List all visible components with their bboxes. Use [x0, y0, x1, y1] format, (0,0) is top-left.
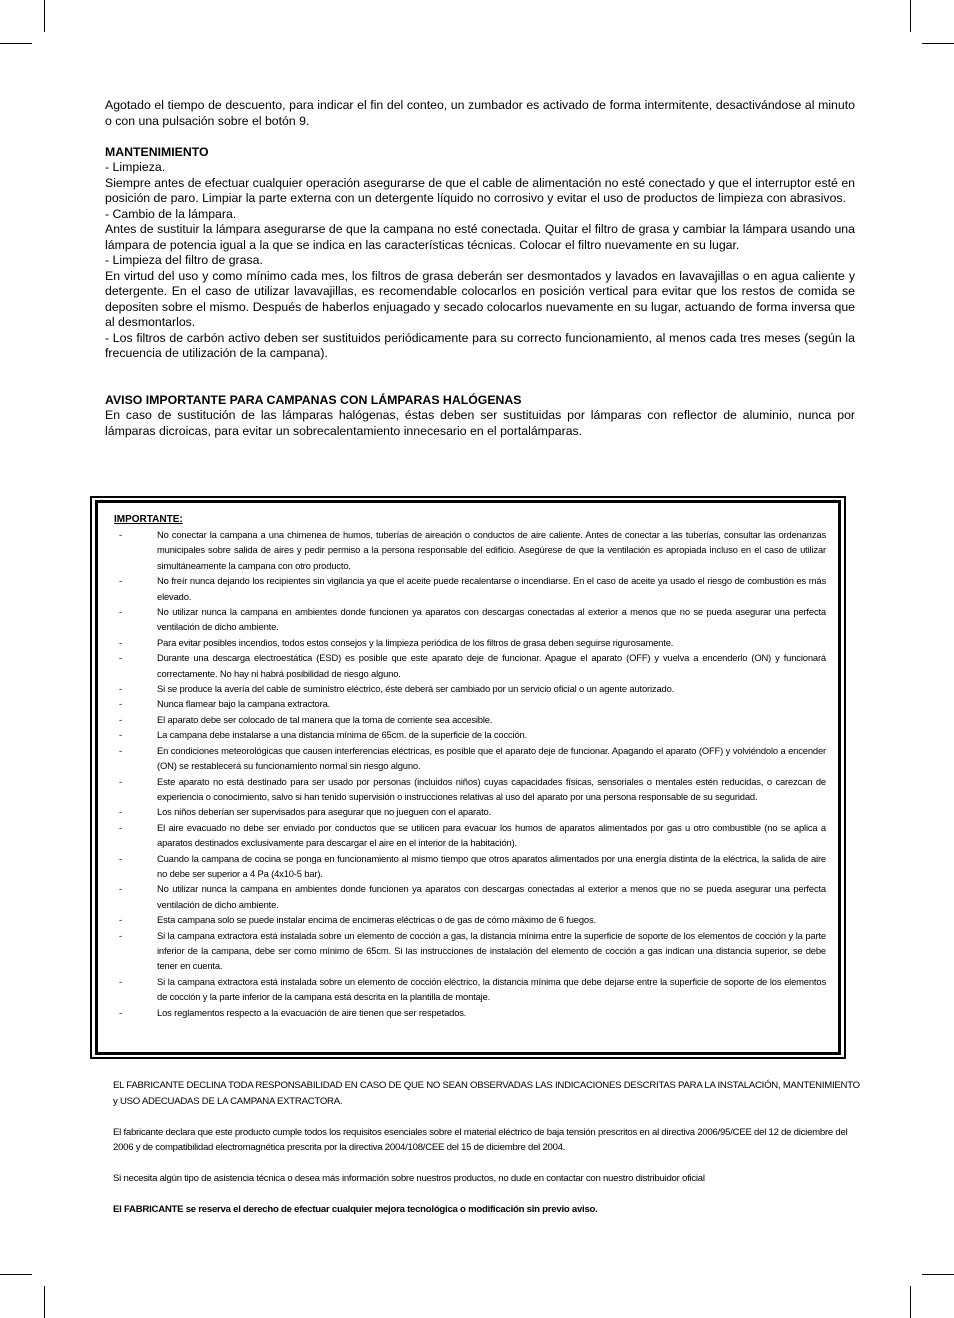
bullet-dash: -: [119, 729, 122, 741]
declara-paragraph: El fabricante declara que este producto cumple todos los requisitos esenciales sobre el material eléctrico de baja tensión prescritos en al directiva 2006/95/CEE del 12 de diciembre del 2006 y de compatibilidad electromagnética prescrita por la directiva 2004/108/CEE del 15 de diciembre del 2004.: [113, 1126, 848, 1153]
crop-mark: [0, 43, 32, 44]
importante-item-text: Durante una descarga electroestática (ESD) es posible que este aparato deje de funcionar. Apague el aparato (OFF) y vuelva a encenderlo (ON) y funcionará correctamente. No hay ni habrá posibilidad de riesgo alguno.: [157, 652, 826, 679]
importante-item: [114, 635, 826, 650]
importante-item: [114, 974, 826, 1005]
crop-mark: [922, 1274, 954, 1275]
bullet-dash: -: [119, 775, 122, 787]
importante-item-text: Los reglamentos respecto a la evacuación de aire tienen que ser respetados.: [157, 1006, 467, 1018]
bullet-dash: -: [119, 636, 122, 648]
importante-item-text: Este aparato no está destinado para ser usado por personas (incluidos niños) cuyas capacidades físicas, sensoriales o mentales estén reducidas, o carezcan de experiencia o conocimiento, salvo si han tenido supervisión o instrucciones relativas al uso del aparato por una persona responsable de su seguridad.: [157, 775, 826, 802]
importante-item: [114, 712, 826, 727]
asistencia-paragraph: Si necesita algún tipo de asistencia técnica o desea más información sobre nuestros productos, no dude en contactar con nuestro distribuidor oficial: [113, 1173, 705, 1184]
bullet-dash: -: [119, 821, 122, 833]
crop-mark: [910, 0, 911, 32]
importante-item-text: No utilizar nunca la campana en ambientes donde funcionen ya aparatos con descargas conectadas al exterior a menos que no se pueda asegurar una perfecta ventilación de dicho ambiente.: [157, 883, 826, 910]
crop-mark: [44, 0, 45, 32]
aviso-paragraph: En caso de sustitución de las lámparas halógenas, éstas deben ser sustituidas por lámparas con reflector de aluminio, nunca por lámparas dicroicas, para evitar un sobrecalentamiento innecesario en el portalámparas.: [105, 408, 855, 438]
importante-item: [114, 1005, 826, 1020]
importante-item: [114, 928, 826, 974]
bullet-dash: -: [119, 975, 122, 987]
importante-list: [114, 527, 826, 1020]
importante-item: [114, 696, 826, 711]
intro-paragraph: Agotado el tiempo de descuento, para indicar el fin del conteo, un zumbador es activado de forma intermitente, desactivándose al minuto o con una pulsación sobre el botón 9.: [105, 98, 855, 128]
importante-item: [114, 743, 826, 774]
importante-item-text: En condiciones meteorológicas que causen interferencias eléctricas, es posible que el aparato deje de funcionar. Apagando el aparato (OFF) y volviéndolo a encender (ON) se restablecerá su funcionamiento normal sin riesgo alguno.: [157, 744, 826, 772]
aviso-heading: AVISO IMPORTANTE PARA CAMPANAS CON LÁMPARAS HALÓGENAS: [105, 392, 522, 407]
bullet-dash: -: [119, 806, 122, 818]
importante-item-text: Si la campana extractora está instalada sobre un elemento de cocción a gas, la distancia mínima entre la superficie de soporte de los elementos de cocción y la parte inferior de la campana, debe ser como mínimo de 65cm. Si las instrucciones de instalación del elemento de cocción a gas indican una distancia superior, se debe tener en cuenta.: [157, 929, 826, 972]
importante-item: [114, 727, 826, 742]
importante-box: [114, 512, 826, 1020]
importante-item: [114, 681, 826, 696]
bullet-dash: -: [119, 529, 122, 540]
reserva-paragraph: El FABRICANTE se reserva el derecho de efectuar cualquier mejora tecnológica o modificación sin previo aviso.: [113, 1204, 598, 1215]
bullet-dash: -: [119, 652, 122, 664]
bullet-dash: -: [119, 883, 122, 895]
importante-item-text: Cuando la campana de cocina se ponga en funcionamiento al mismo tiempo que otros aparatos alimentados por una energía distinta de la eléctrica, la salida de aire no debe ser superior a 4 Pa (4x10-5 bar).: [157, 852, 826, 879]
lampara-label: - Cambio de la lámpara.: [105, 206, 237, 221]
mantenimiento-heading: MANTENIMIENTO: [105, 144, 209, 159]
bullet-dash: -: [119, 683, 122, 695]
importante-item: [114, 774, 826, 805]
main-text: [105, 98, 855, 439]
importante-item-text: No utilizar nunca la campana en ambientes donde funcionen ya aparatos con descargas conectadas al exterior a menos que no se pueda asegurar una perfecta ventilación de dicho ambiente.: [157, 606, 826, 633]
bullet-dash: -: [119, 1006, 122, 1018]
declina-paragraph: EL FABRICANTE DECLINA TODA RESPONSABILIDAD EN CASO DE QUE NO SEAN OBSERVADAS LAS INDICACIONES DESCRITAS PARA LA INSTALACIÓN, MANTENIMIENTO y USO ADECUADAS DE LA CAMPANA EXTRACTORA.: [113, 1080, 860, 1107]
importante-item-text: El aire evacuado no debe ser enviado por conductos que se utilicen para evacuar los humos de aparatos alimentados por gas u otro combustible (no se aplica a aparatos destinados exclusivamente para descargar el aire en el interior de la habitación).: [157, 821, 826, 849]
importante-item-text: El aparato debe ser colocado de tal manera que la toma de corriente sea accesible.: [157, 713, 493, 725]
crop-mark: [0, 1274, 32, 1275]
importante-item-text: No conectar la campana a una chimenea de humos, tuberías de aireación o conductos de aire caliente. Antes de conectar a las tuberías, consultar las ordenanzas municipales sobre salida de aires y pedir permiso a la persona responsable del edificio. Asegúrese de que la ventilación es apropiada incluso en el caso de utilizar simultáneamente la campana con otro producto.: [157, 529, 826, 571]
importante-item-text: Para evitar posibles incendios, todos estos consejos y la limpieza periódica de los filtros de grasa deben seguirse rigurosamente.: [157, 636, 674, 648]
crop-mark: [922, 43, 954, 44]
limpieza-label: - Limpieza.: [105, 160, 166, 174]
carbon-paragraph: - Los filtros de carbón activo deben ser sustituidos periódicamente para su correcto funcionamiento, al menos cada tres meses (según la frecuencia de utilización de la campana).: [105, 330, 855, 360]
importante-item: [114, 912, 826, 927]
importante-item: [114, 820, 826, 851]
bullet-dash: -: [119, 929, 122, 941]
importante-item-text: No freír nunca dejando los recipientes sin vigilancia ya que el aceite puede recalentarse o incendiarse. En el caso de aceite ya usado el riesgo de combustión es más elevado.: [157, 575, 826, 602]
importante-item: [114, 851, 826, 882]
importante-item-text: Esta campana solo se puede instalar encima de encimeras eléctricas o de gas de cómo máximo de 6 fuegos.: [157, 914, 596, 926]
importante-item-text: La campana debe instalarse a una distancia mínima de 65cm. de la superficie de la cocción.: [157, 729, 528, 741]
bullet-dash: -: [119, 575, 122, 587]
importante-item: [114, 604, 826, 635]
importante-item: [114, 573, 826, 604]
crop-mark: [910, 1286, 911, 1318]
filtro-label: - Limpieza del filtro de grasa.: [105, 253, 263, 267]
footer: [113, 1078, 865, 1218]
importante-item-text: Si la campana extractora está instalada sobre un elemento de cocción eléctrico, la distancia mínima que debe dejarse entre la superficie de soporte de los elementos de cocción y la parte inferior de la campana está descrita en la plantilla de montaje.: [157, 975, 826, 1003]
bullet-dash: -: [119, 914, 122, 926]
bullet-dash: -: [119, 698, 122, 710]
bullet-dash: -: [119, 606, 122, 618]
bullet-dash: -: [119, 744, 122, 756]
filtro-paragraph: En virtud del uso y como mínimo cada mes, los filtros de grasa deberán ser desmontados y lavados en lavavajillas o en agua caliente y detergente. En el caso de utilizar lavavajillas, es recomendable colocarlos en posición vertical para evitar que los restos de comida se depositen sobre el mismo. Después de haberlos enjuagado y secado colocarlos nuevamente en su lugar, actuando de forma inversa que al desmontarlos.: [105, 268, 855, 329]
importante-item: [114, 804, 826, 819]
importante-item: [114, 881, 826, 912]
importante-item-text: Los niños deberían ser supervisados para asegurar que no jueguen con el aparato.: [157, 806, 492, 818]
crop-mark: [44, 1286, 45, 1318]
limpieza-paragraph: Siempre antes de efectuar cualquier operación asegurarse de que el cable de alimentación no esté conectado y que el interruptor esté en posición de paro. Limpiar la parte externa con un detergente líquido no corrosivo y evitar el uso de productos de limpieza con abrasivos.: [105, 175, 855, 205]
importante-item: [114, 650, 826, 681]
importante-item-text: Nunca flamear bajo la campana extractora.: [157, 698, 331, 710]
bullet-dash: -: [119, 713, 122, 725]
importante-title: IMPORTANTE:: [114, 514, 183, 525]
importante-item-text: Si se produce la avería del cable de suministro eléctrico, éste deberá ser cambiado por un servicio oficial o un agente autorizado.: [157, 683, 675, 695]
bullet-dash: -: [119, 852, 122, 864]
lampara-paragraph: Antes de sustituir la lámpara asegurarse de que la campana no esté conectada. Quitar el filtro de grasa y cambiar la lámpara usando una lámpara de potencia igual a la que se indica en las características técnicas. Colocar el filtro nuevamente en su lugar.: [105, 222, 855, 252]
importante-item: [114, 527, 826, 573]
